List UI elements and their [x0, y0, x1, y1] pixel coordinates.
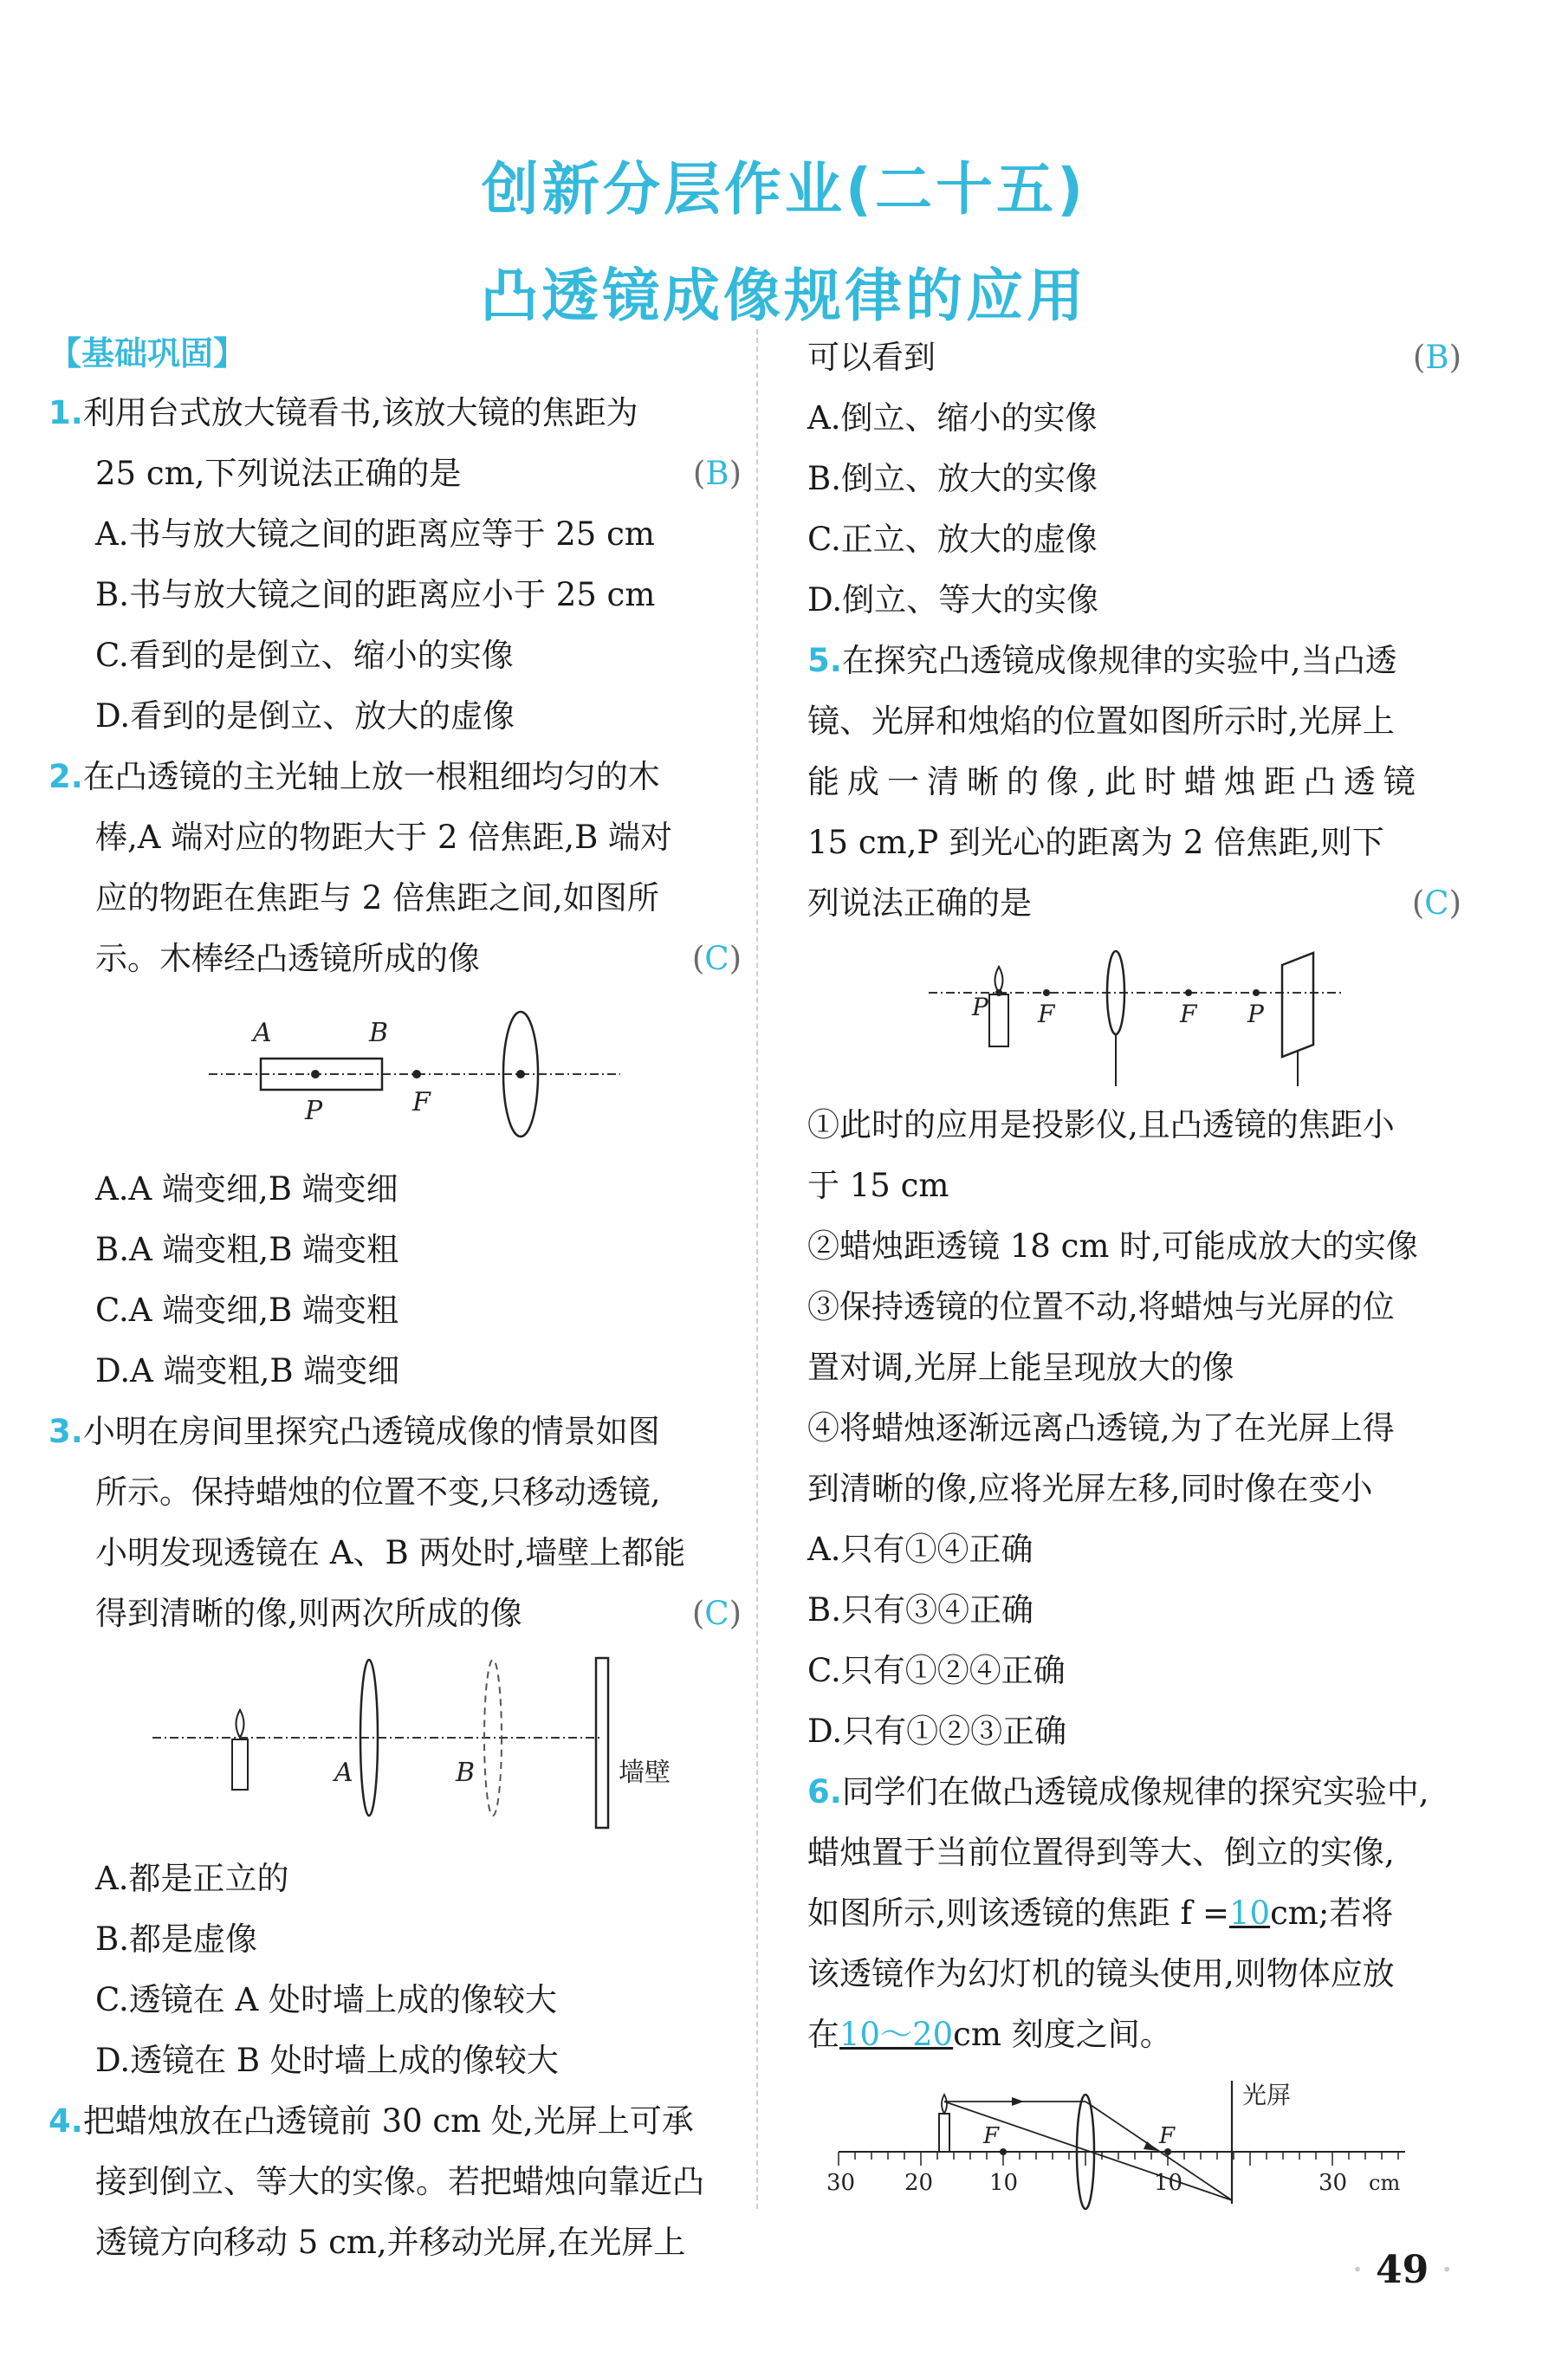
label-wall: 墙壁 — [619, 1758, 671, 1788]
label-screen: 光屏 — [1242, 2081, 1292, 2109]
tick-label: 10 — [1154, 2170, 1183, 2196]
question-stem: 蜡烛置于当前位置得到等大、倒立的实像, — [807, 1834, 1395, 1871]
option: C.透镜在 A 处时墙上成的像较大 — [95, 1981, 557, 2018]
label-p-left: P — [972, 993, 988, 1021]
tick-label: 30 — [1319, 2170, 1348, 2196]
option: C.A 端变细,B 端变粗 — [95, 1292, 398, 1329]
question-stem: 小明发现透镜在 A、B 两处时,墙壁上都能 — [95, 1534, 686, 1571]
option: D.A 端变粗,B 端变细 — [95, 1352, 400, 1389]
lens-rod-diagram — [49, 996, 742, 1152]
column-divider — [756, 329, 758, 2209]
option: D.只有①②③正确 — [807, 1713, 1067, 1750]
question-1 — [49, 383, 742, 747]
question-stem: 在探究凸透镜成像规律的实验中,当凸透 — [841, 642, 1397, 679]
question-stem: 能成一清晰的像,此时蜡烛距凸透镜 — [807, 763, 1423, 800]
option: A.都是正立的 — [95, 1860, 289, 1897]
statement: 于 15 cm — [807, 1167, 949, 1204]
tick-label: 30 — [826, 2170, 856, 2196]
label-f-right: F — [1159, 2123, 1176, 2149]
question-stem: 在 — [807, 2016, 839, 2053]
label-a: A — [253, 1018, 272, 1048]
option: A.书与放大镜之间的距离应等于 25 cm — [95, 515, 655, 553]
statement: 置对调,光屏上能呈现放大的像 — [807, 1349, 1234, 1386]
label-b: B — [456, 1758, 476, 1788]
option: B.倒立、放大的实像 — [807, 460, 1098, 497]
option: A.倒立、缩小的实像 — [807, 399, 1098, 437]
fill-answer: 10～20 — [839, 2016, 954, 2053]
option: A.A 端变细,B 端变细 — [95, 1170, 398, 1208]
option: B.书与放大镜之间的距离应小于 25 cm — [95, 576, 656, 613]
question-stem: 透镜方向移动 5 cm,并移动光屏,在光屏上 — [95, 2224, 686, 2261]
question-stem: 列说法正确的是 — [807, 884, 1032, 922]
optical-bench-diagram — [807, 2072, 1461, 2211]
question-stem: 所示。保持蜡烛的位置不变,只移动透镜, — [95, 1473, 661, 1511]
question-stem: 接到倒立、等大的实像。若把蜡烛向靠近凸 — [95, 2163, 704, 2200]
question-stem: 如图所示,则该透镜的焦距 f = — [807, 1894, 1229, 1932]
scale-ticks — [839, 2152, 1398, 2166]
question-stem: 镜、光屏和烛焰的位置如图所示时,光屏上 — [807, 703, 1395, 740]
statement: ①此时的应用是投影仪,且凸透镜的焦距小 — [807, 1106, 1395, 1143]
option: C.正立、放大的虚像 — [807, 521, 1098, 558]
left-column — [49, 327, 742, 2273]
question-stem: 该透镜作为幻灯机的镜头使用,则物体应放 — [807, 1955, 1395, 1992]
right-column — [807, 327, 1461, 2218]
option: D.透镜在 B 处时墙上成的像较大 — [95, 2042, 559, 2079]
label-a: A — [334, 1758, 353, 1788]
question-number: 5. — [807, 642, 842, 679]
statement: ③保持透镜的位置不动,将蜡烛与光屏的位 — [807, 1288, 1395, 1325]
question-stem: 25 cm,下列说法正确的是 — [95, 455, 462, 492]
option: D.倒立、等大的实像 — [807, 581, 1099, 619]
option: D.看到的是倒立、放大的虚像 — [95, 697, 515, 735]
question-stem: 把蜡烛放在凸透镜前 30 cm 处,光屏上可承 — [82, 2102, 694, 2140]
question-stem: 利用台式放大镜看书,该放大镜的焦距为 — [82, 394, 638, 431]
option: B.只有③④正确 — [807, 1591, 1033, 1629]
statement: ②蜡烛距透镜 18 cm 时,可能成放大的实像 — [807, 1227, 1418, 1265]
candle-lens-screen-diagram — [807, 941, 1461, 1088]
tick-label: 20 — [904, 2170, 934, 2196]
question-stem: 应的物距在焦距与 2 倍焦距之间,如图所 — [95, 879, 659, 916]
question-stem: 可以看到 — [807, 339, 936, 376]
answer-box: (B) — [692, 455, 742, 492]
candle-wall-diagram — [49, 1651, 742, 1842]
question-stem: 在凸透镜的主光轴上放一根粗细均匀的木 — [82, 758, 660, 795]
label-f-right: F — [1180, 1000, 1197, 1028]
question-3 — [49, 1402, 742, 2091]
label-b: B — [369, 1018, 389, 1048]
question-4 — [49, 2091, 742, 2273]
section-tag: 【基础巩固】 — [49, 334, 247, 372]
option: C.只有①②④正确 — [807, 1652, 1066, 1689]
tick-label: 10 — [989, 2170, 1019, 2196]
label-f-left: F — [1038, 1000, 1055, 1028]
question-number: 4. — [49, 2102, 83, 2140]
page-subtitle: 凸透镜成像规律的应用 — [481, 262, 1087, 329]
statement: ④将蜡烛逐渐远离凸透镜,为了在光屏上得 — [807, 1409, 1395, 1447]
page-title: 创新分层作业(二十五) — [481, 156, 1087, 223]
option: C.看到的是倒立、缩小的实像 — [95, 637, 514, 674]
question-stem: cm 刻度之间。 — [953, 2016, 1172, 2053]
question-2 — [49, 747, 742, 1402]
question-5 — [807, 631, 1461, 1762]
option: B.都是虚像 — [95, 1920, 257, 1958]
option: A.只有①④正确 — [807, 1531, 1033, 1568]
question-stem: 得到清晰的像,则两次所成的像 — [95, 1595, 522, 1632]
question-stem: 小明在房间里探究凸透镜成像的情景如图 — [82, 1413, 660, 1450]
question-number: 1. — [49, 394, 83, 431]
question-6 — [807, 1762, 1461, 2211]
question-number: 6. — [807, 1773, 842, 1810]
statement: 到清晰的像,应将光屏左移,同时像在变小 — [807, 1470, 1373, 1507]
label-f: F — [412, 1087, 431, 1117]
question-number: 2. — [49, 758, 83, 795]
question-stem: cm;若将 — [1270, 1894, 1394, 1932]
question-number: 3. — [49, 1413, 83, 1450]
option: B.A 端变粗,B 端变粗 — [95, 1231, 399, 1268]
answer-box: (C) — [1411, 884, 1461, 922]
question-stem: 示。木棒经凸透镜所成的像 — [95, 940, 480, 977]
answer-box: (C) — [691, 940, 742, 977]
question-4-continued — [807, 327, 1461, 631]
label-p: P — [305, 1096, 323, 1126]
answer-box: (B) — [1412, 339, 1461, 376]
unit-label: cm — [1369, 2171, 1401, 2195]
question-stem: 棒,A 端对应的物距大于 2 倍焦距,B 端对 — [95, 819, 673, 856]
answer-box: (C) — [691, 1595, 742, 1632]
question-stem: 同学们在做凸透镜成像规律的探究实验中, — [841, 1773, 1429, 1810]
page-number: · 49 · — [1351, 2248, 1454, 2292]
label-f-left: F — [983, 2123, 1000, 2149]
label-p-right: P — [1247, 1000, 1264, 1028]
fill-answer: 10 — [1228, 1894, 1271, 1932]
question-stem: 15 cm,P 到光心的距离为 2 倍焦距,则下 — [807, 824, 1384, 861]
